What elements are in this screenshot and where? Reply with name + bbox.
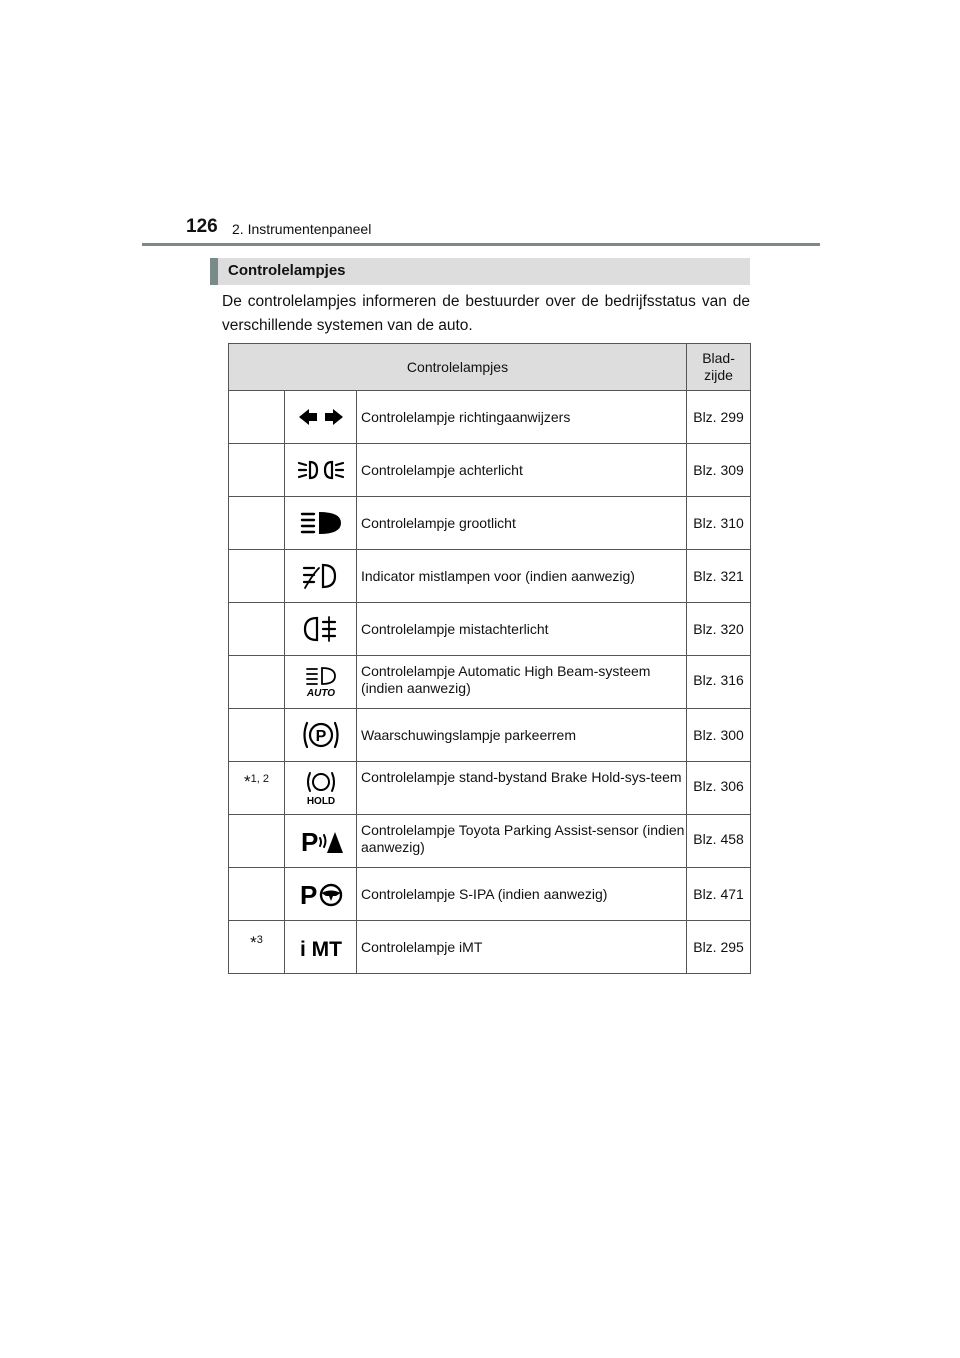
row-description: Controlelampje mistachterlicht <box>357 603 687 656</box>
svg-text:AUTO: AUTO <box>306 688 335 698</box>
header-rule <box>142 243 820 246</box>
svg-text:i MT: i MT <box>299 938 342 960</box>
row-icon-cell <box>285 497 357 550</box>
row-icon-cell <box>285 444 357 497</box>
brake-hold-icon <box>301 770 341 806</box>
row-page-reference: Blz. 320 <box>687 603 751 656</box>
table-row <box>229 603 751 656</box>
auto-high-beam-icon <box>301 666 341 698</box>
row-description: Controlelampje richtingaanwijzers <box>357 391 687 444</box>
row-description: Controlelampje grootlicht <box>357 497 687 550</box>
svg-text:HOLD: HOLD <box>306 796 335 806</box>
page-number: 126 <box>186 216 218 237</box>
column-header-lamps: Controlelampjes <box>229 344 687 391</box>
row-page-reference: Blz. 321 <box>687 550 751 603</box>
row-page-reference: Blz. 300 <box>687 709 751 762</box>
rear-fog-light-icon <box>301 615 341 643</box>
row-note <box>229 603 285 656</box>
row-page-reference: Blz. 306 <box>687 762 751 815</box>
table-row <box>229 444 751 497</box>
row-note: *1, 2 <box>229 762 285 815</box>
high-beam-icon <box>299 510 343 536</box>
table-header-row <box>229 344 751 391</box>
row-note <box>229 656 285 709</box>
row-page-reference: Blz. 295 <box>687 921 751 974</box>
table-row <box>229 921 751 974</box>
imt-icon <box>296 934 346 960</box>
row-note <box>229 868 285 921</box>
row-page-reference: Blz. 310 <box>687 497 751 550</box>
s-ipa-icon <box>298 879 344 909</box>
row-description: Controlelampje Toyota Parking Assist-sensor (indien aanwezig) <box>357 815 687 868</box>
row-icon-cell <box>285 709 357 762</box>
svg-text:P: P <box>300 827 318 856</box>
table-row <box>229 709 751 762</box>
table-row <box>229 868 751 921</box>
svg-text:P: P <box>299 880 317 909</box>
row-note <box>229 709 285 762</box>
chapter-title: 2. Instrumentenpaneel <box>232 221 372 237</box>
parking-assist-sensor-icon <box>298 826 344 856</box>
row-icon-cell <box>285 550 357 603</box>
row-icon-cell <box>285 391 357 444</box>
section-heading-bar <box>210 258 750 285</box>
row-note: *3 <box>229 921 285 974</box>
table-row <box>229 391 751 444</box>
row-icon-cell <box>285 603 357 656</box>
row-description: Controlelampje iMT <box>357 921 687 974</box>
row-page-reference: Blz. 471 <box>687 868 751 921</box>
table-row <box>229 497 751 550</box>
row-icon-cell <box>285 921 357 974</box>
row-note <box>229 444 285 497</box>
table-row <box>229 656 751 709</box>
table-row <box>229 550 751 603</box>
indicator-lamps-table <box>228 343 751 974</box>
table-row <box>229 815 751 868</box>
row-icon-cell <box>285 762 357 815</box>
row-note <box>229 550 285 603</box>
front-fog-light-icon <box>301 562 341 590</box>
row-note <box>229 815 285 868</box>
row-description: Indicator mistlampen voor (indien aanwezig) <box>357 550 687 603</box>
row-description: Controlelampje Automatic High Beam-systeem (indien aanwezig) <box>357 656 687 709</box>
row-icon-cell <box>285 815 357 868</box>
column-header-page <box>687 344 751 391</box>
row-page-reference: Blz. 458 <box>687 815 751 868</box>
row-note <box>229 497 285 550</box>
intro-paragraph: De controlelampjes informeren de bestuurder over de bedrijfsstatus van de verschillende systemen van de auto. <box>222 293 750 334</box>
row-page-reference: Blz. 299 <box>687 391 751 444</box>
turn-signal-arrows-icon <box>297 407 345 427</box>
tail-light-icon <box>297 458 345 482</box>
column-header-page-text: Blad- zijde <box>702 350 735 383</box>
row-page-reference: Blz. 316 <box>687 656 751 709</box>
table-row <box>229 762 751 815</box>
row-description: Controlelampje S-IPA (indien aanwezig) <box>357 868 687 921</box>
row-description: Controlelampje achterlicht <box>357 444 687 497</box>
parking-brake-icon <box>300 719 342 751</box>
row-description: Waarschuwingslampje parkeerrem <box>357 709 687 762</box>
row-description: Controlelampje stand-bystand Brake Hold-sys-teem <box>357 762 687 815</box>
svg-text:P: P <box>315 728 326 745</box>
row-icon-cell <box>285 656 357 709</box>
row-page-reference: Blz. 309 <box>687 444 751 497</box>
row-note <box>229 391 285 444</box>
row-icon-cell <box>285 868 357 921</box>
section-title: Controlelampjes <box>228 262 346 279</box>
